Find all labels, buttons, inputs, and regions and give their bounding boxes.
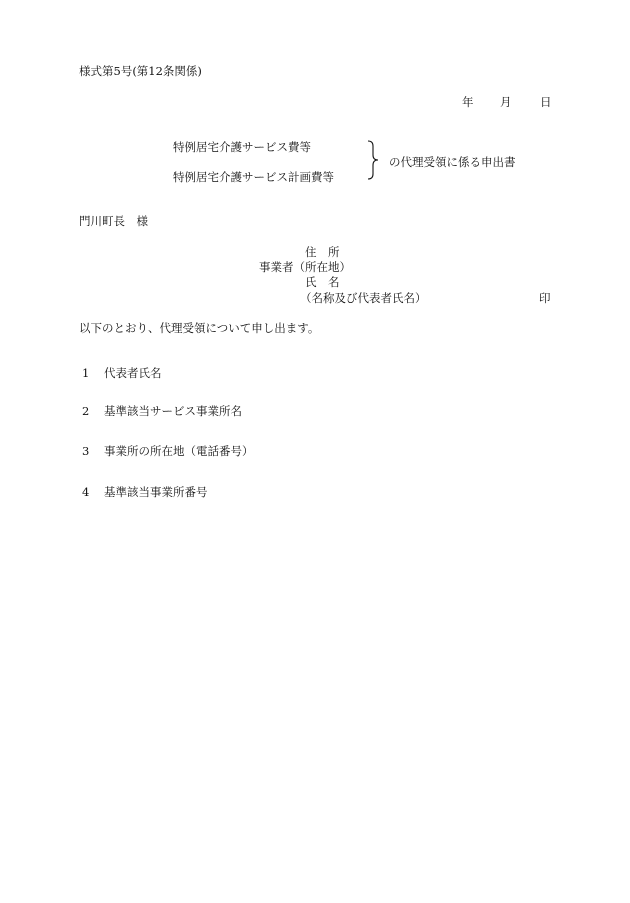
item-3-text: 事業所の所在地（電話番号）: [104, 444, 254, 458]
address-label: 住 所: [305, 245, 340, 259]
date-month-label: 月: [500, 95, 512, 109]
seal-mark: 印: [539, 291, 551, 305]
date-day-label: 日: [540, 95, 552, 109]
intro-text: 以下のとおり、代理受領について申し出ます。: [79, 321, 320, 335]
business-label: 事業者（所在地）: [259, 260, 351, 274]
form-number: 様式第5号(第12条関係): [79, 64, 202, 78]
item-2-text: 基準該当サービス事業所名: [104, 404, 242, 418]
name-sub-label: （名称及び代表者氏名）: [300, 291, 427, 305]
item-2-number: 2: [82, 404, 90, 418]
name-label: 氏 名: [305, 275, 340, 289]
item-1-number: 1: [82, 366, 90, 380]
item-4-number: 4: [82, 485, 90, 499]
item-3-number: 3: [82, 444, 90, 458]
date-year-label: 年: [462, 95, 474, 109]
addressee: 門川町長 様: [79, 214, 148, 228]
item-4-text: 基準該当事業所番号: [104, 485, 208, 499]
item-1-text: 代表者氏名: [104, 366, 162, 380]
title-suffix: の代理受領に係る申出書: [389, 155, 516, 169]
title-line-1: 特例居宅介護サービス費等: [173, 140, 311, 154]
curly-brace-icon: [366, 140, 380, 180]
title-line-2: 特例居宅介護サービス計画費等: [173, 170, 334, 184]
